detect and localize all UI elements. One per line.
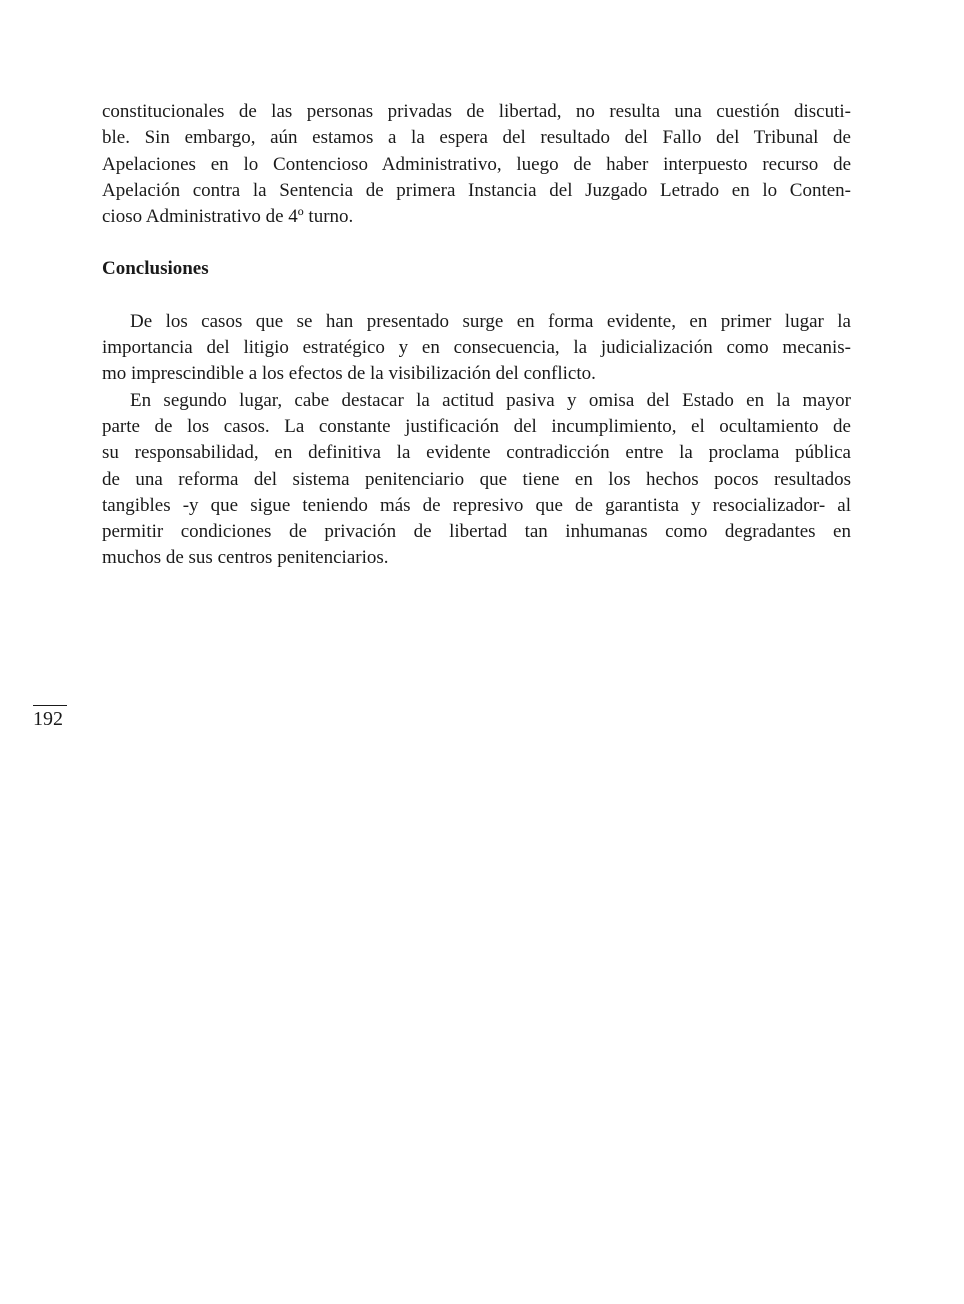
conclusion-paragraph-1 <box>102 309 851 388</box>
conclusion-paragraph-2 <box>102 388 851 572</box>
text-line: cioso Administrativo de 4º turno. <box>102 206 354 228</box>
text-line: constitucionales de las personas privadas de libertad, no resulta una cuestión discuti- <box>102 101 851 122</box>
body-text <box>102 99 851 572</box>
text-line: parte de los casos. La constante justificación del incumplimiento, el ocultamiento de <box>102 415 851 437</box>
text-line: mo imprescindible a los efectos de la visibilización del conflicto. <box>102 363 596 385</box>
section-heading: Conclusiones <box>102 258 209 280</box>
text-line: De los casos que se han presentado surge en forma evidente, en primer lugar la <box>130 310 851 332</box>
text-line: En segundo lugar, cabe destacar la actitud pasiva y omisa del Estado en la mayor <box>130 389 851 411</box>
text-line: tangibles -y que sigue teniendo más de represivo que de garantista y resocializador- al <box>102 494 851 516</box>
continuation-paragraph <box>102 99 851 230</box>
text-line: de una reforma del sistema penitenciario que tiene en los hechos pocos resultados <box>102 468 851 490</box>
text-line: muchos de sus centros penitenciarios. <box>102 547 389 569</box>
text-line: Apelación contra la Sentencia de primera Instancia del Juzgado Letrado en lo Conten- <box>102 179 851 201</box>
text-line: ble. Sin embargo, aún estamos a la espera del resultado del Fallo del Tribunal de <box>102 127 851 149</box>
text-line: su responsabilidad, en definitiva la evidente contradicción entre la proclama pública <box>102 442 851 464</box>
page-number: 192 <box>33 708 63 730</box>
text-line: Apelaciones en lo Contencioso Administrativo, luego de haber interpuesto recurso de <box>102 153 851 175</box>
text-line: importancia del litigio estratégico y en consecuencia, la judicialización como mecanis- <box>102 337 851 359</box>
text-line: permitir condiciones de privación de libertad tan inhumanas como degradantes en <box>102 521 851 543</box>
